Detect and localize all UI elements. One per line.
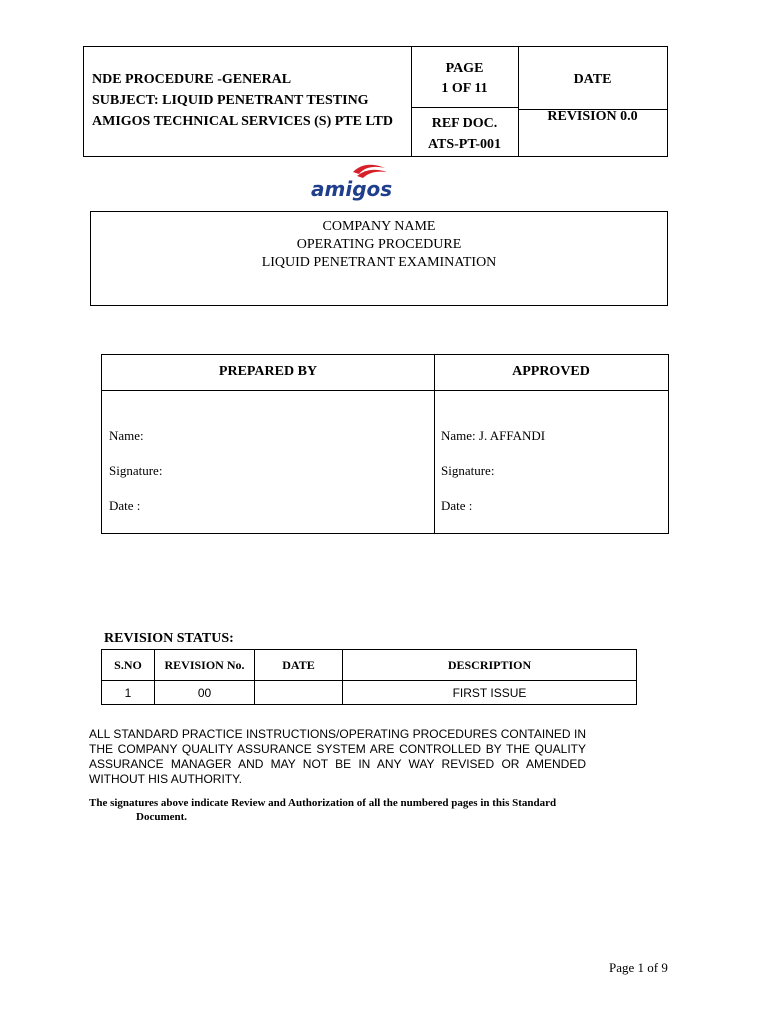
- signature-note-line-1: The signatures above indicate Review and Authorization of all the numbered pages in this Standard: [89, 797, 557, 809]
- col-description: DESCRIPTION: [343, 650, 637, 681]
- company-title-box: [90, 211, 668, 306]
- cell-date: [255, 681, 343, 705]
- amigos-logo-mark: [303, 162, 479, 202]
- amigos-logo: [303, 162, 479, 202]
- header-date-cell: [518, 47, 667, 156]
- cell-revision: 00: [155, 681, 255, 705]
- control-statement: ALL STANDARD PRACTICE INSTRUCTIONS/OPERATING PROCEDURES CONTAINED IN THE COMPANY QUALITY ASSURANCE SYSTEM ARE CONTROLLED BY THE QUALITY ASSURANCE MANAGER AND MAY NOT BE IN ANY WAY REVISED OR AMENDED WITHOUT HIS AUTHORITY.: [89, 727, 586, 786]
- revision-header-row: [102, 650, 637, 681]
- signature-note-line-2: Document.: [136, 811, 188, 823]
- header-page-cell: [411, 47, 519, 156]
- revision-status-title: REVISION STATUS:: [104, 631, 234, 646]
- cell-description: FIRST ISSUE: [343, 681, 637, 705]
- company-name: COMPANY NAME: [322, 219, 436, 234]
- approved-header: APPROVED: [512, 364, 590, 379]
- header-table: [83, 46, 668, 157]
- prepared-signature: Signature:: [109, 463, 163, 478]
- procedure-title: LIQUID PENETRANT EXAMINATION: [261, 255, 497, 270]
- date-label: DATE: [573, 72, 612, 87]
- signoff-table: [101, 354, 669, 534]
- header-line-3: AMIGOS TECHNICAL SERVICES (S) PTE LTD: [92, 114, 393, 129]
- operating-procedure: OPERATING PROCEDURE: [296, 237, 462, 252]
- prepared-name: Name:: [109, 428, 144, 443]
- header-subject-cell: [84, 47, 412, 156]
- table-row: [102, 681, 637, 705]
- approved-name: Name: J. AFFANDI: [441, 428, 546, 443]
- col-sno: S.NO: [102, 650, 155, 681]
- logo-wordmark: amigos: [311, 177, 393, 201]
- revision-label: REVISION 0.0: [547, 109, 638, 124]
- header-line-2: SUBJECT: LIQUID PENETRANT TESTING: [92, 93, 369, 108]
- page-label: PAGE: [445, 61, 484, 76]
- prepared-by-header: PREPARED BY: [218, 364, 318, 379]
- ref-doc-label: REF DOC.: [431, 116, 498, 131]
- header-line-1: NDE PROCEDURE -GENERAL: [92, 72, 292, 87]
- approved-date: Date :: [441, 498, 473, 513]
- page-value: 1 OF 11: [441, 81, 488, 96]
- page-number-footer: Page 1 of 9: [609, 960, 668, 975]
- revision-status-table: [101, 649, 637, 705]
- prepared-date: Date :: [109, 498, 141, 513]
- col-revision: REVISION No.: [155, 650, 255, 681]
- col-date: DATE: [255, 650, 343, 681]
- signature-note: [89, 796, 649, 824]
- approved-signature: Signature:: [441, 463, 495, 478]
- cell-sno: 1: [102, 681, 155, 705]
- ref-doc-value: ATS-PT-001: [427, 137, 502, 152]
